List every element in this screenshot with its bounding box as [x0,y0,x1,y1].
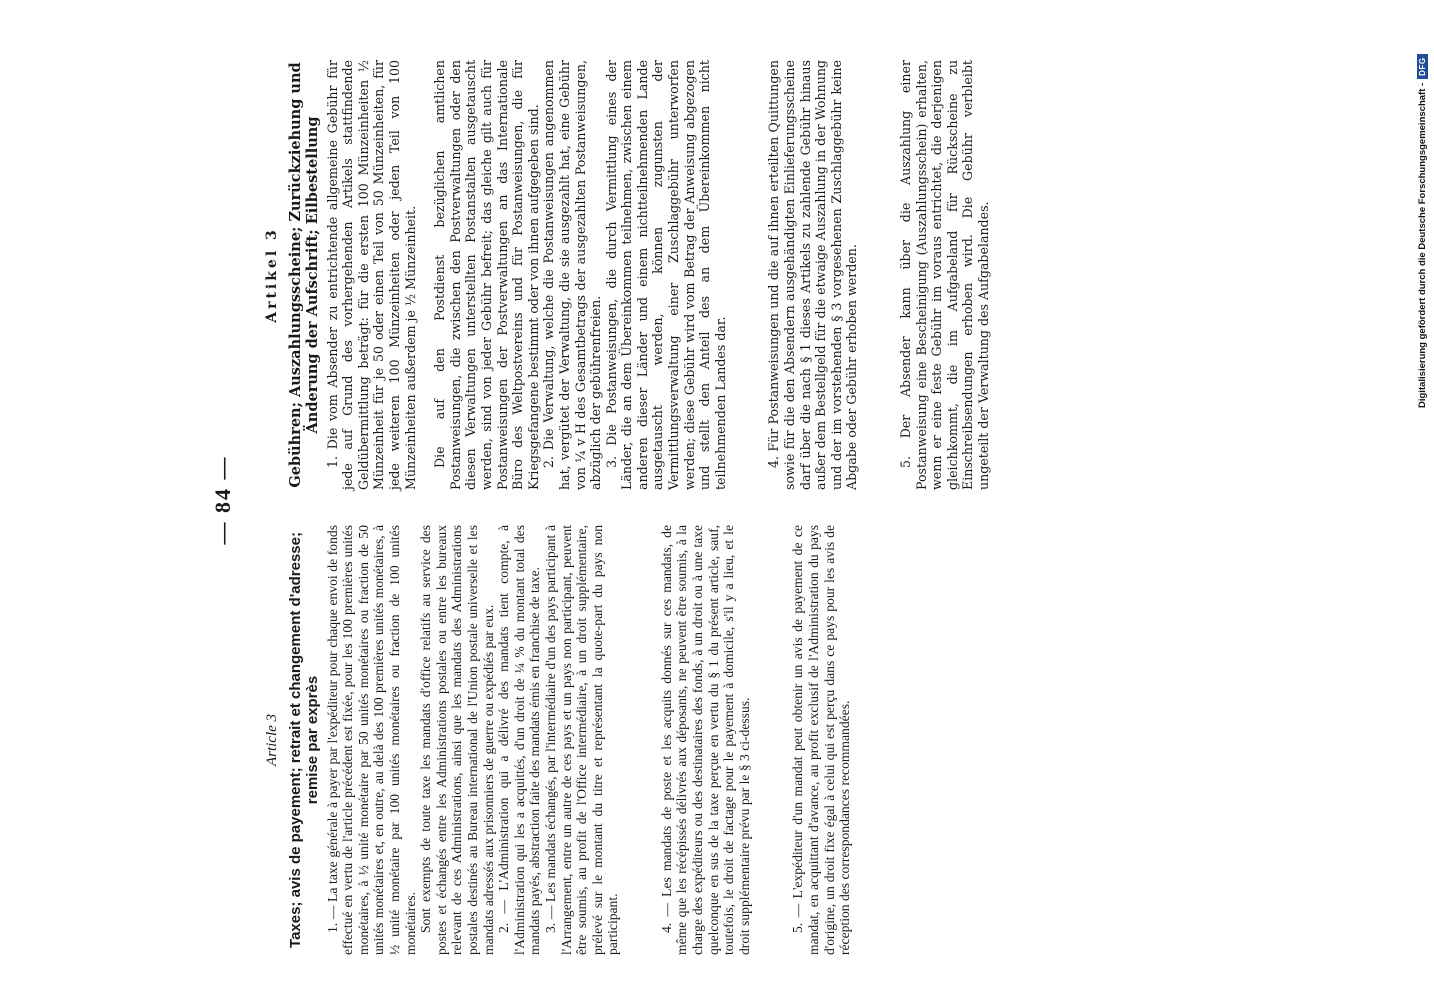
french-paragraph-5: 4. — Les mandats de poste et les acquits donnés sur ces mandats, de même que les récépissés délivrés aux déposants, ne peuvent être soumis, à la charge des expéditeurs ou des destinataires des fonds, à un droit ou à une taxe quelconque en sus de la taxe perçue en vertu du § 1 du présent article, sauf, toutefois, le droit de factage pour le payement à domicile, s'il y a lieu, et le droit supplémentaire prévu par le § 3 ci-dessus. [658,525,752,955]
german-article-title: Gebühren; Auszahlungsscheine; Zurückziehung und Änderung der Aufschrift; Eilbestellung [286,62,321,488]
german-paragraph-4: 3. Die Postanweisungen, die durch Vermittlung eines der Länder, die an dem Übereinkommen teilnehmen, zwischen einem anderen dieser Länder und einem nichtteilnehmenden Lande ausgetauscht werden, können zugunsten der Vermittlungsverwaltung einer Zuschlaggebühr unterworfen werden; diese Gebühr wird vom Betrag der Anweisung abgezogen und stellt den Anteil des an dem Übereinkommen nicht teilnehmenden Landes dar. [603,60,728,490]
french-paragraph-3: 2. — L'Administration qui a délivré des mandats tient compte, à l'Administration qui les a acquittés, d'un droit de ¼ % du montant total des mandats payés, abstraction faite des mandats émis en franchise de taxe. [496,525,543,955]
french-column [265,525,853,955]
dfg-logo: DFG [1417,54,1428,78]
german-paragraph-6: 5. Der Absender kann über die Auszahlung einer Postanweisung eine Bescheinigung (Auszahlungsschein) erhalten, wenn er eine feste Gebühr im voraus entrichtet, die derjenigen gleichkommt, die im Aufgabeland für Rückscheine zu Einschreibsendungen erhoben wird. Die Gebühr verbleibt ungeteilt der Verwaltung des Aufgabelandes. [898,60,991,490]
german-paragraph-3: 2. Die Verwaltung, welche die Postanweisungen angenommen hat, vergütet der Verwaltung, die sie ausgezahlt hat, eine Gebühr von ¼ v H des Gesamtbetrags der ausgezahlten Postanweisungen, abzüglich der gebührenfreien. [541,60,604,490]
german-article-label: Artikel 3 [264,227,280,323]
french-article-label: Article 3 [264,713,280,767]
german-column [265,60,992,490]
german-paragraph-5: 4. Für Postanweisungen und die auf ihnen erteilten Quittungen sowie für die den Absendern ausgehändigten Einlieferungsscheine darf über die nach § 1 dieses Artikels zu zahlende Gebühr hinaus außer dem Bestellgeld für die etwaige Auszahlung in der Wohnung und der im vorstehenden § 3 vorgesehenen Zuschlaggebühr keine Abgabe oder Gebühr erhoben werden. [766,60,860,490]
german-paragraph-2: Die auf den Postdienst bezüglichen amtlichen Postanweisungen, die zwischen den Postverwaltungen oder den diesen Verwaltungen unterstellten Postanstalten ausgetauscht werden, sind von jeder Gebühr befreit; das gleiche gilt auch für Postanweisungen der Postverwaltungen an das Internationale Büro des Weltpostvereins und für Postanweisungen, die für Kriegsgefangene bestimmt oder von ihnen aufgegeben sind. [432,60,541,490]
german-paragraph-1: 1. Die vom Absender zu entrichtende allgemeine Gebühr für jede auf Grund des vorhergehenden Artikels stattfindende Geldübermittlung beträgt: für die ersten 100 Münzeinheiten ½ Münzeinheit für je 50 oder einen Teil von 50 Münzeinheiten, für jede weiteren 100 Münzeinheiten oder jeden Teil von 100 Münzeinheiten außerdem je ½ Münzeinheit. [324,60,418,490]
funding-note-text: Digitalisierung gefördert durch die Deutsche Forschungsgemeinschaft - [1416,82,1428,408]
french-paragraph-1: 1. — La taxe générale à payer par l'expéditeur pour chaque envoi de fonds effectué en vertu de l'article précédent est fixée, pour les 100 premières unités monétaires, à ½ unité monétaire par 50 unités monétaires ou fraction de 50 unités monétaires et, en outre, au delà des 100 premières unités monétaires, à ½ unité monétaire par 100 unités monétaires ou fraction de 100 unités monétaires. [324,525,418,955]
page-number: — 84 — [210,455,235,545]
french-paragraph-6: 5. — L'expéditeur d'un mandat peut obtenir un avis de payement de ce mandat, en acquittant d'avance, au profit exclusif de l'Administration du pays d'origine, un droit fixe égal à celui qui est perçu dans ce pays pour les avis de réception des correspondances recommandées. [790,525,853,955]
funding-note [1414,8,1430,408]
french-paragraph-2: Sont exempts de toute taxe les mandats d'office relatifs au service des postes et échangés entre les Administrations postales ou entre les bureaux relevant de ces Administrations, ainsi que les mandats des Administrations postales destinés au Bureau international de l'Union postale universelle et les mandats adressés aux prisonniers de guerre ou expédiés par eux. [418,525,496,955]
french-article-title: Taxes; avis de payement; retrait et changement d'adresse; remise par exprès [286,532,321,948]
french-paragraph-4: 3. — Les mandats échangés, par l'intermédiaire d'un des pays participant à l'Arrangement, entre un autre de ces pays et un pays non participant, peuvent être soumis, au profit de l'Office intermédiaire, à un droit supplémentaire, prélevé sur le montant du titre et représentant la quote-part du pays non participant. [542,525,621,955]
rotated-document-page [170,0,1434,1000]
